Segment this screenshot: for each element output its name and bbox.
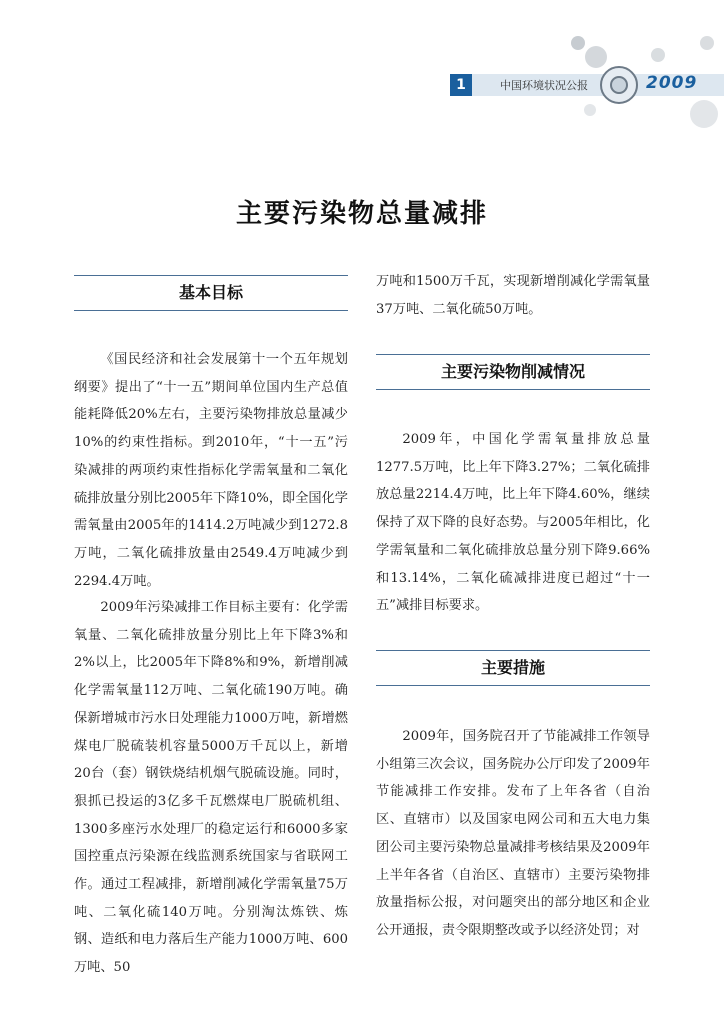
paragraph-main-measures: 2009年，国务院召开了节能减排工作领导小组第三次会议，国务院办公厅印发了2009年节能减排工作安排。发布了上年各省（自治区、直辖市）以及国家电网公司和五大电力集团公司主要污染物总量减排考核结果及2009年上半年各省（自治区、直辖市）主要污染物排放量指标公报，对问题突出的部分地区和企业公开通报，责令限期整改或予以经济处罚；对 (376, 729, 650, 938)
logo-inner-icon (610, 76, 628, 94)
decorative-circle (571, 36, 585, 50)
chapter-number: 1 (450, 74, 472, 96)
section-heading-basic-goals: 基本目标 (74, 275, 348, 311)
decorative-circle (651, 48, 665, 62)
paragraph-basic-goals-1: 《国民经济和社会发展第十一个五年规划纲要》提出了“十一五”期间单位国内生产总值能耗降低20%左右，主要污染物排放总量减少10%的约束性指标。到2010年，“十一五”污染减排的两项约束性指标化学需氧量和二氧化硫排放量分别比2005年下降10%，即全国化学需氧量由2005年的1414.2万吨减少到1272.8万吨，二氧化硫排放量由2549.4万吨减少到2294.4万吨。 (74, 352, 348, 589)
section-heading-main-measures: 主要措施 (376, 650, 650, 686)
page-title: 主要污染物总量减排 (235, 199, 488, 229)
decorative-circle (585, 46, 607, 68)
paragraph-basic-goals-continuation: 万吨和1500万千瓦，实现新增削减化学需氧量37万吨、二氧化硫50万吨。 (376, 274, 650, 317)
decorative-circle (690, 100, 718, 128)
report-title: 中国环境状况公报 (500, 79, 588, 92)
paragraph-reduction-status: 2009年，中国化学需氧量排放总量1277.5万吨，比上年下降3.27%；二氧化硫排放总量2214.4万吨，比上年下降4.60%，继续保持了双下降的良好态势。与2005年相比，化学需氧量和二氧化硫排放总量分别下降9.66%和13.14%，二氧化硫减排进度已超过“十一五”减排目标要求。 (376, 432, 650, 614)
decorative-circle (584, 104, 596, 116)
paragraph-basic-goals-2: 2009年污染减排工作目标主要有：化学需氧量、二氧化硫排放量分别比上年下降3%和2%以上，比2005年下降8%和9%，新增削减化学需氧量112万吨、二氧化硫190万吨。确保新增城市污水日处理能力1000万吨，新增燃煤电厂脱硫装机容量5000万千瓦以上，新增20台（套）钢铁烧结机烟气脱硫设施。同时，狠抓已投运的3亿多千瓦燃煤电厂脱硫机组、1300多座污水处理厂的稳定运行和6000多家国控重点污染源在线监测系统国家与省联网工作。通过工程减排，新增削减化学需氧量75万吨、二氧化硫140万吨。分别淘汰炼铁、炼钢、造纸和电力落后生产能力1000万吨、600万吨、50 (74, 600, 348, 976)
decorative-circle (700, 36, 714, 50)
section-heading-reduction-status: 主要污染物削减情况 (376, 354, 650, 390)
report-year: 2009 (646, 73, 698, 93)
